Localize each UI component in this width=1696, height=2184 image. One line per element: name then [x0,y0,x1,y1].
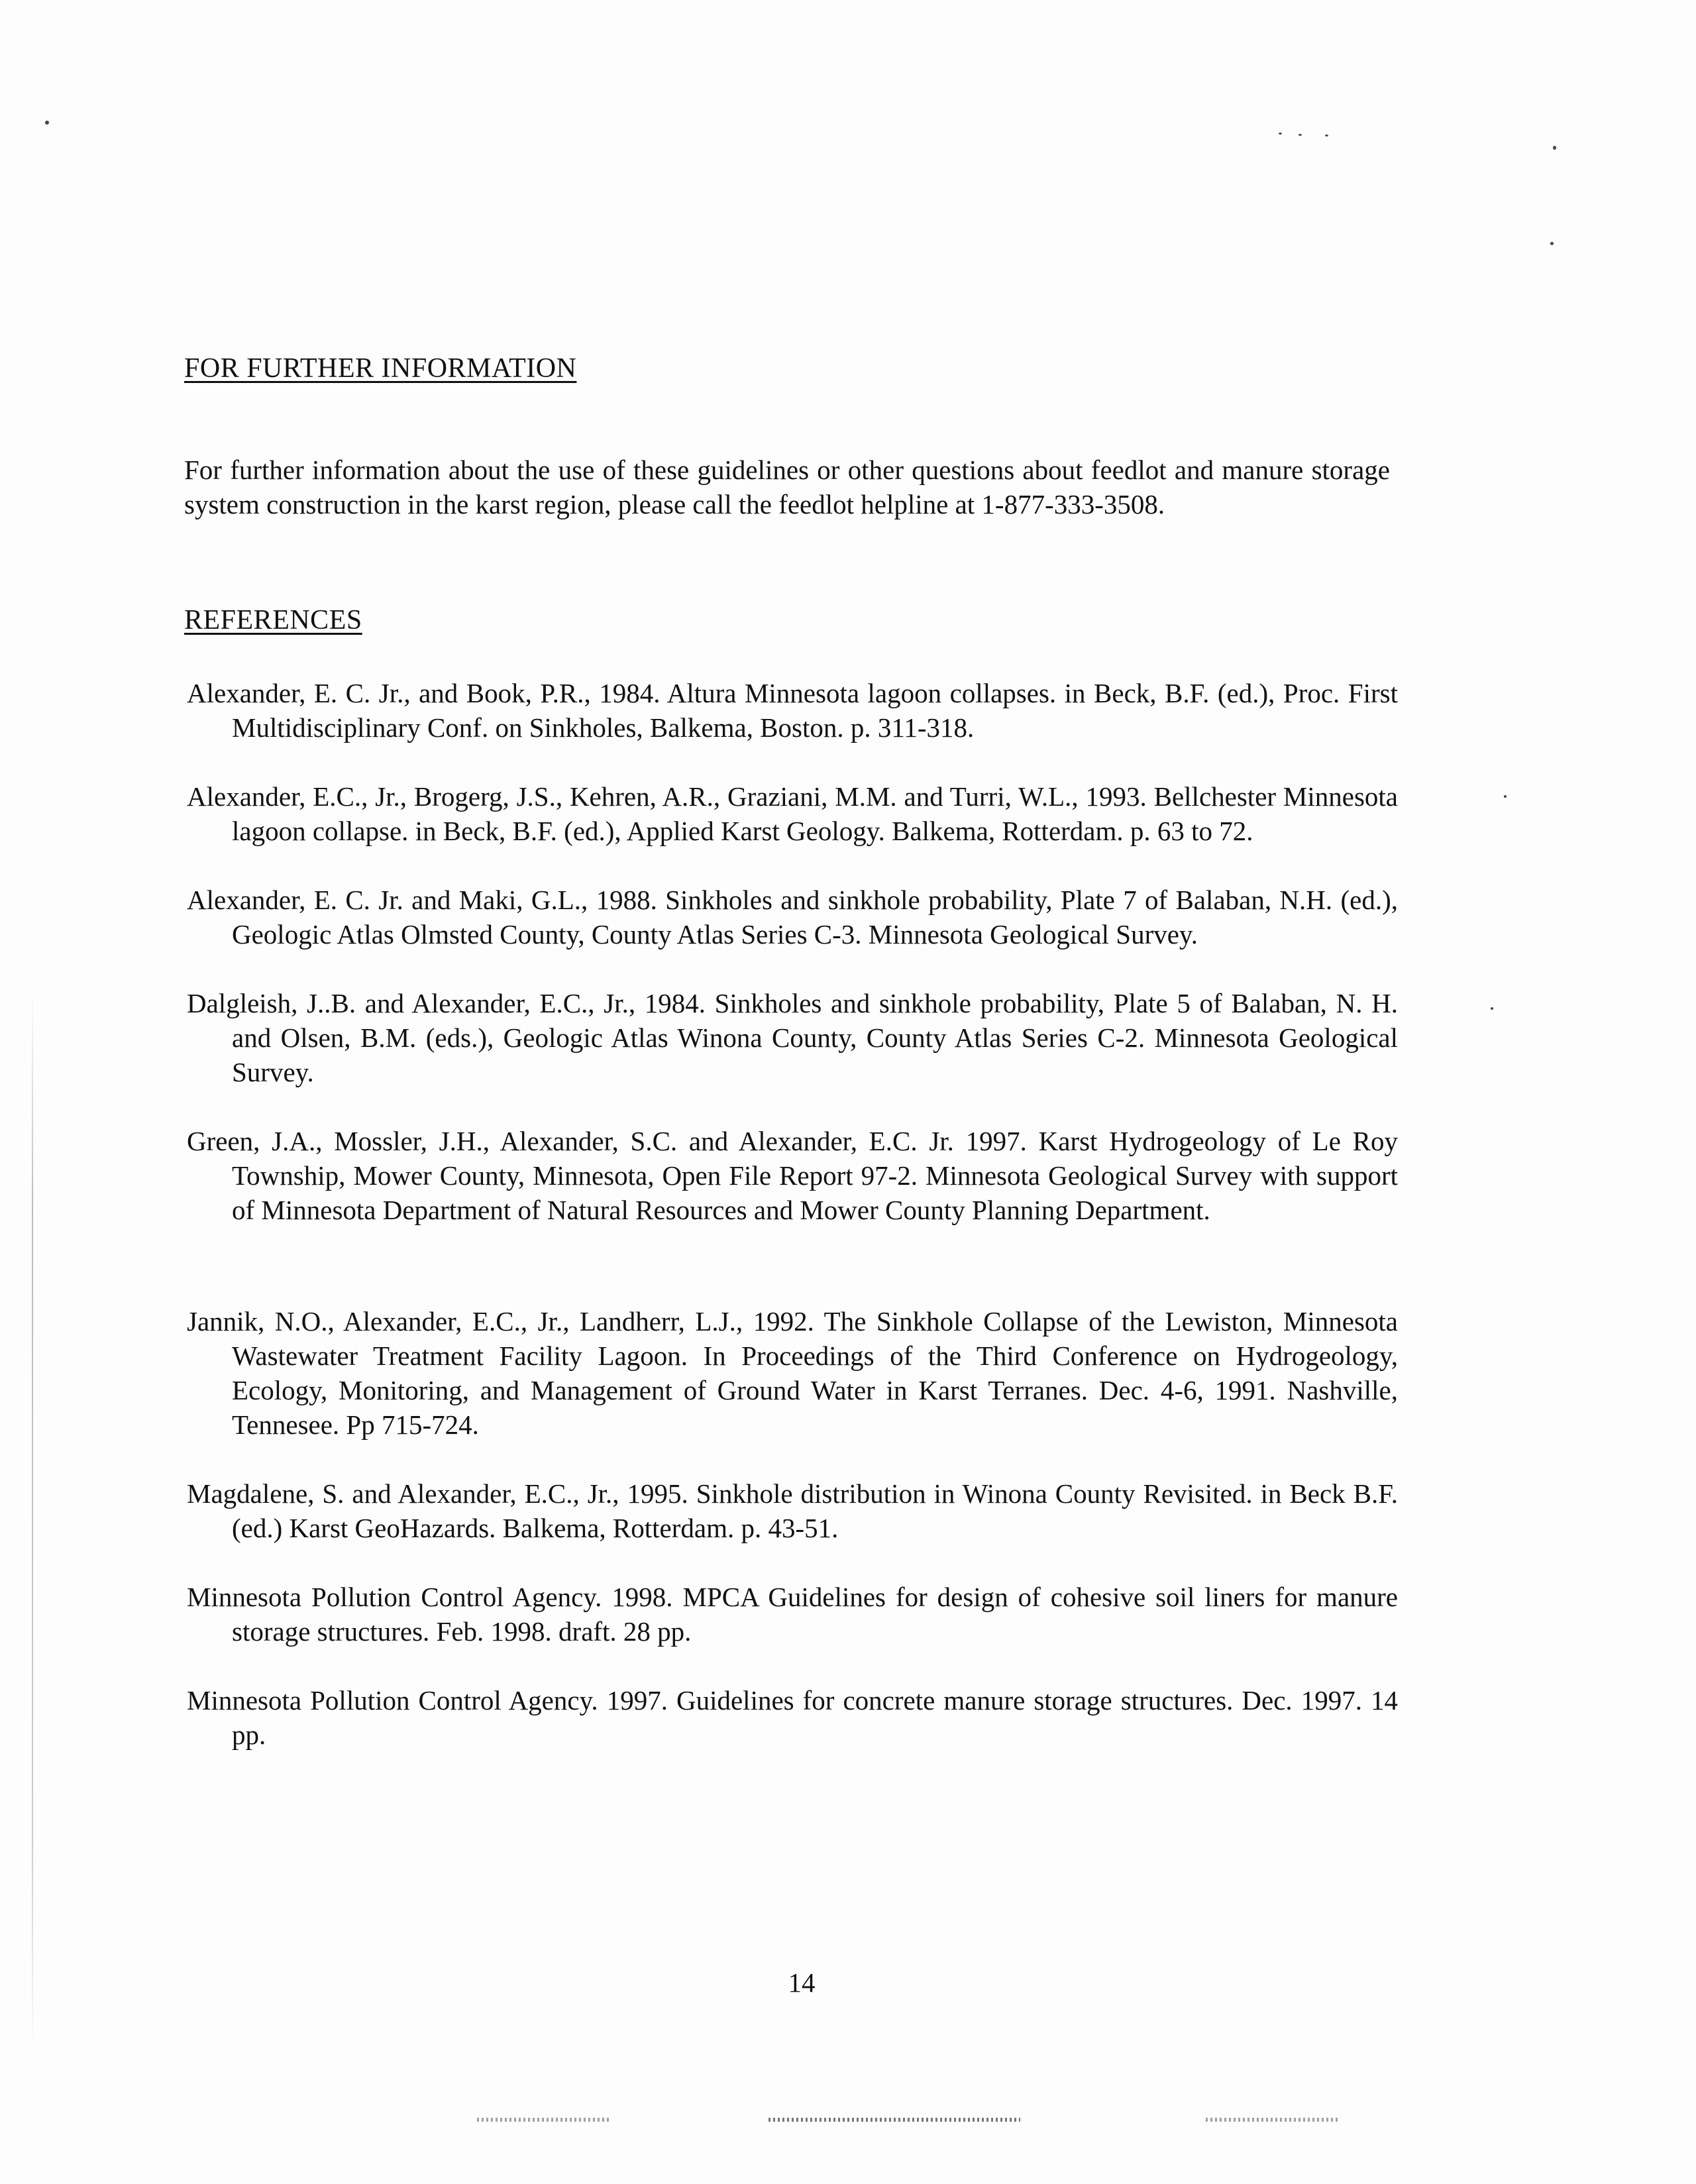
scan-speck [1553,146,1556,150]
scan-speck [1504,795,1507,798]
scan-edge-line [32,994,33,2054]
scan-noise [477,2118,610,2122]
further-information-heading: FOR FURTHER INFORMATION [184,353,577,384]
reference-item: Green, J.A., Mossler, J.H., Alexander, S.C. and Alexander, E.C. Jr. 1997. Karst Hydrogeology of Le Roy Township, Mower County, Minnesota, Open File Report 97-2. Minnesota Geological Survey with support of Minnesota Department of Natural Resources and Mower County Planning Department. [187,1126,1398,1225]
references-heading: REFERENCES [184,605,362,635]
reference-item: Alexander, E. C. Jr. and Maki, G.L., 1988. Sinkholes and sinkhole probability, Plate 7 of Balaban, N.H. (ed.), Geologic Atlas Olmsted County, County Atlas Series C-3. Minnesota Geological Survey. [187,885,1398,950]
reference-item: Minnesota Pollution Control Agency. 1997. Guidelines for concrete manure storage structures. Dec. 1997. 14 pp. [187,1685,1398,1750]
reference-item: Jannik, N.O., Alexander, E.C., Jr., Landherr, L.J., 1992. The Sinkhole Collapse of the Lewiston, Minnesota Wastewater Treatment Facility Lagoon. In Proceedings of the Third Conference on Hydrogeology, Ecology, Monitoring, and Management of Ground Water in Karst Terranes. Dec. 4-6, 1991. Nashville, Tennesee. Pp 715-724. [187,1306,1398,1440]
scan-noise [768,2118,1020,2122]
scan-speck [45,121,49,125]
page-number: 14 [788,1967,816,1998]
reference-item: Alexander, E. C. Jr., and Book, P.R., 1984. Altura Minnesota lagoon collapses. in Beck, B.F. (ed.), Proc. First Multidisciplinary Conf. on Sinkholes, Balkema, Boston. p. 311-318. [187,678,1398,743]
scan-speck [1325,135,1328,136]
further-information-text: For further information about the use of these guidelines or other questions about feedlot and manure storage system construction in the karst region, please call the feedlot helpline at 1-877-333-3508. [184,455,1390,519]
reference-item: Magdalene, S. and Alexander, E.C., Jr., 1995. Sinkhole distribution in Winona County Revisited. in Beck B.F. (ed.) Karst GeoHazards. Balkema, Rotterdam. p. 43-51. [187,1478,1398,1543]
scan-speck [1279,133,1282,135]
scan-speck [1491,1007,1493,1010]
scan-speck [1298,134,1302,136]
reference-item: Alexander, E.C., Jr., Brogerg, J.S., Kehren, A.R., Graziani, M.M. and Turri, W.L., 1993. Bellchester Minnesota lagoon collapse. in Beck, B.F. (ed.), Applied Karst Geology. Balkema, Rotterdam. p. 63 to 72. [187,781,1398,846]
scan-speck [1550,242,1554,245]
references-list [187,676,1398,1786]
reference-item: Minnesota Pollution Control Agency. 1998. MPCA Guidelines for design of cohesive soil liners for manure storage structures. Feb. 1998. draft. 28 pp. [187,1582,1398,1647]
scan-noise [1206,2118,1338,2122]
reference-item: Dalgleish, J..B. and Alexander, E.C., Jr., 1984. Sinkholes and sinkhole probability, Plate 5 of Balaban, N. H. and Olsen, B.M. (eds.), Geologic Atlas Winona County, County Atlas Series C-2. Minnesota Geological Survey. [187,988,1398,1087]
